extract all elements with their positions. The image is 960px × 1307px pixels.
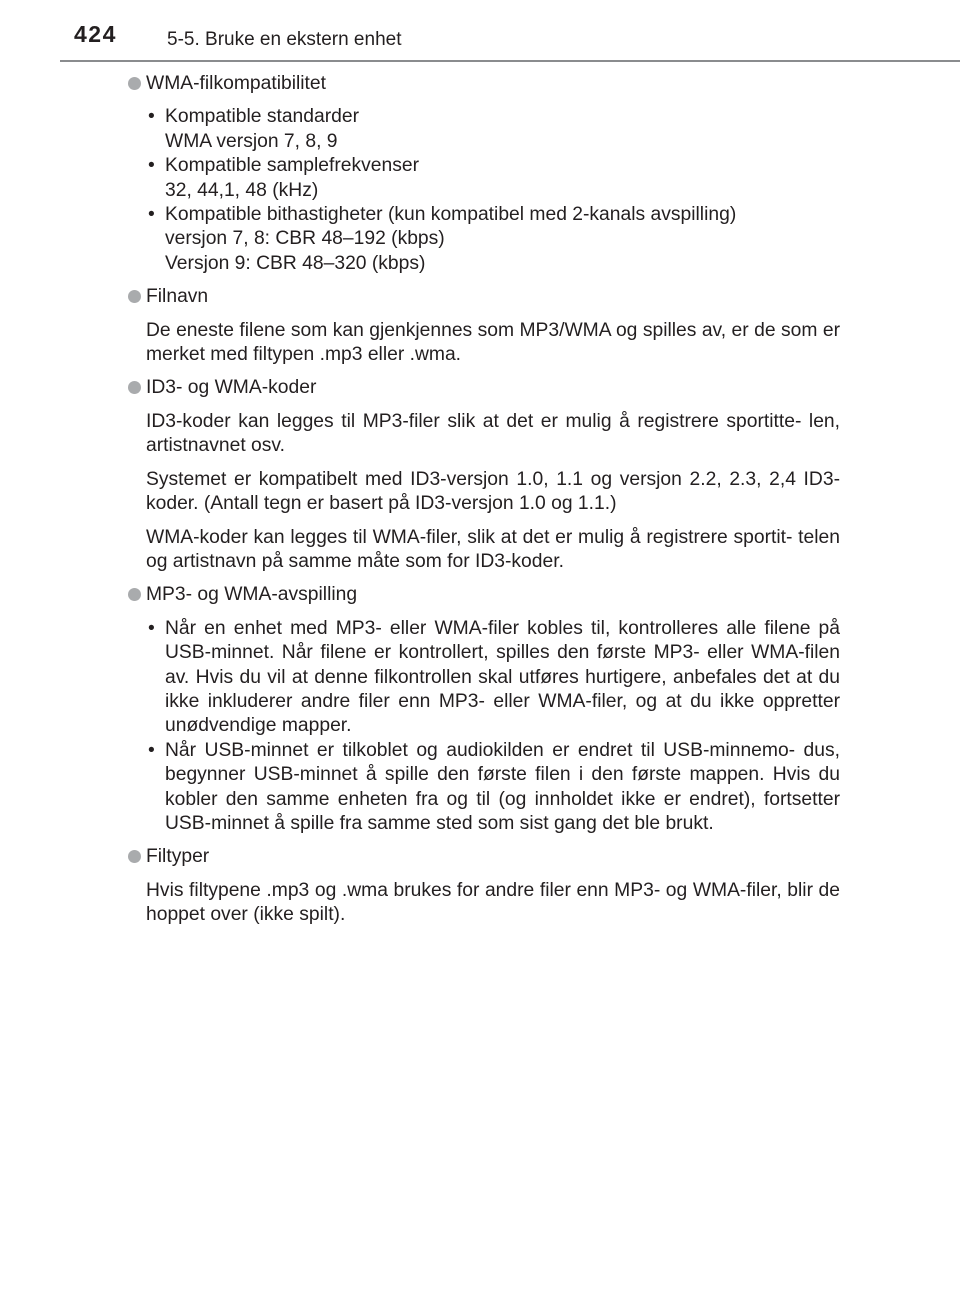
section-playback [128, 583, 840, 836]
paragraph: Hvis filtypene .mp3 og .wma brukes for andre filer enn MP3- og WMA-filer, blir de hoppet over (ikke spilt). [146, 879, 840, 926]
section-wma-compat [128, 72, 840, 276]
section-id3-wma-tags [128, 376, 840, 574]
paragraph: Systemet er kompatibelt med ID3-versjon 1.0, 1.1 og versjon 2.2, 2.3, 2,4 ID3-koder. (Antall tegn er basert på ID3-versjon 1.0 og 1.1.) [146, 468, 840, 515]
section-heading [128, 583, 840, 607]
page-content [128, 72, 840, 937]
bullet-dot-icon [128, 290, 141, 303]
bullet-dot-icon [128, 381, 141, 394]
heading-text: WMA-filkompatibilitet [146, 73, 326, 94]
section-heading [128, 376, 840, 400]
section-heading [128, 845, 840, 869]
bullet-dot-icon [128, 850, 141, 863]
list-item: • Når USB-minnet er tilkoblet og audiokilden er endret til USB-minnemo- dus, begynner USB-minnet å spille den første filen i den første mappen. Hvis du kobler den samme enheten fra og til (og innholdet ikke er endret), fortsetter USB-minnet å spille fra samme sted som sist gang det ble brukt. [146, 739, 840, 837]
page-header [0, 0, 960, 62]
item-value: WMA versjon 7, 8, 9 [165, 130, 338, 152]
list-item [146, 154, 840, 203]
section-filetypes [128, 845, 840, 927]
header-rule [60, 60, 960, 62]
paragraph: De eneste filene som kan gjenkjennes som MP3/WMA og spilles av, er de som er merket med filtypen .mp3 eller .wma. [146, 319, 840, 366]
section-heading [128, 285, 840, 309]
item-value: 32, 44,1, 48 (kHz) [165, 179, 319, 201]
paragraph: WMA-koder kan legges til WMA-filer, slik at det er mulig å registrere sportit- telen og artistnavn på samme måte som for ID3-koder. [146, 526, 840, 572]
bullet-dot-icon [128, 588, 141, 601]
heading-text: Filnavn [146, 286, 209, 308]
heading-text: ID3- og WMA-koder [146, 377, 317, 399]
item-value: versjon 7, 8: CBR 48–192 (kbps) [165, 228, 445, 250]
playback-list [146, 617, 840, 837]
list-item [146, 105, 840, 154]
section-heading [128, 72, 840, 96]
list-item [146, 203, 840, 276]
paragraph: ID3-koder kan legges til MP3-filer slik at det er mulig å registrere sportitte- len, artistnavnet osv. [146, 410, 840, 457]
page-number: 424 [74, 21, 117, 47]
item-label: • Kompatible standarder [165, 106, 359, 128]
item-value: Versjon 9: CBR 48–320 (kbps) [165, 252, 426, 274]
item-label: • Kompatible samplefrekvenser [165, 155, 419, 177]
spec-list [146, 105, 840, 276]
item-label: • Kompatible bithastigheter (kun kompatibel med 2-kanals avspilling) [165, 204, 737, 226]
bullet-dot-icon [128, 77, 141, 90]
heading-text: Filtyper [146, 846, 210, 868]
heading-text: MP3- og WMA-avspilling [146, 584, 358, 606]
section-filenames [128, 285, 840, 367]
section-title: 5-5. Bruke en ekstern enhet [167, 29, 402, 50]
list-item: • Når en enhet med MP3- eller WMA-filer kobles til, kontrolleres alle filene på USB-minnet. Når filene er kontrollert, spilles den første MP3- eller WMA-filen av. Hvis du vil at denne filkontrollen skal utføres hurtigere, anbefales det at du ikke inkluderer andre filer enn MP3- eller WMA-filer, og at du ikke oppretter unødvendige mapper. [146, 617, 840, 739]
